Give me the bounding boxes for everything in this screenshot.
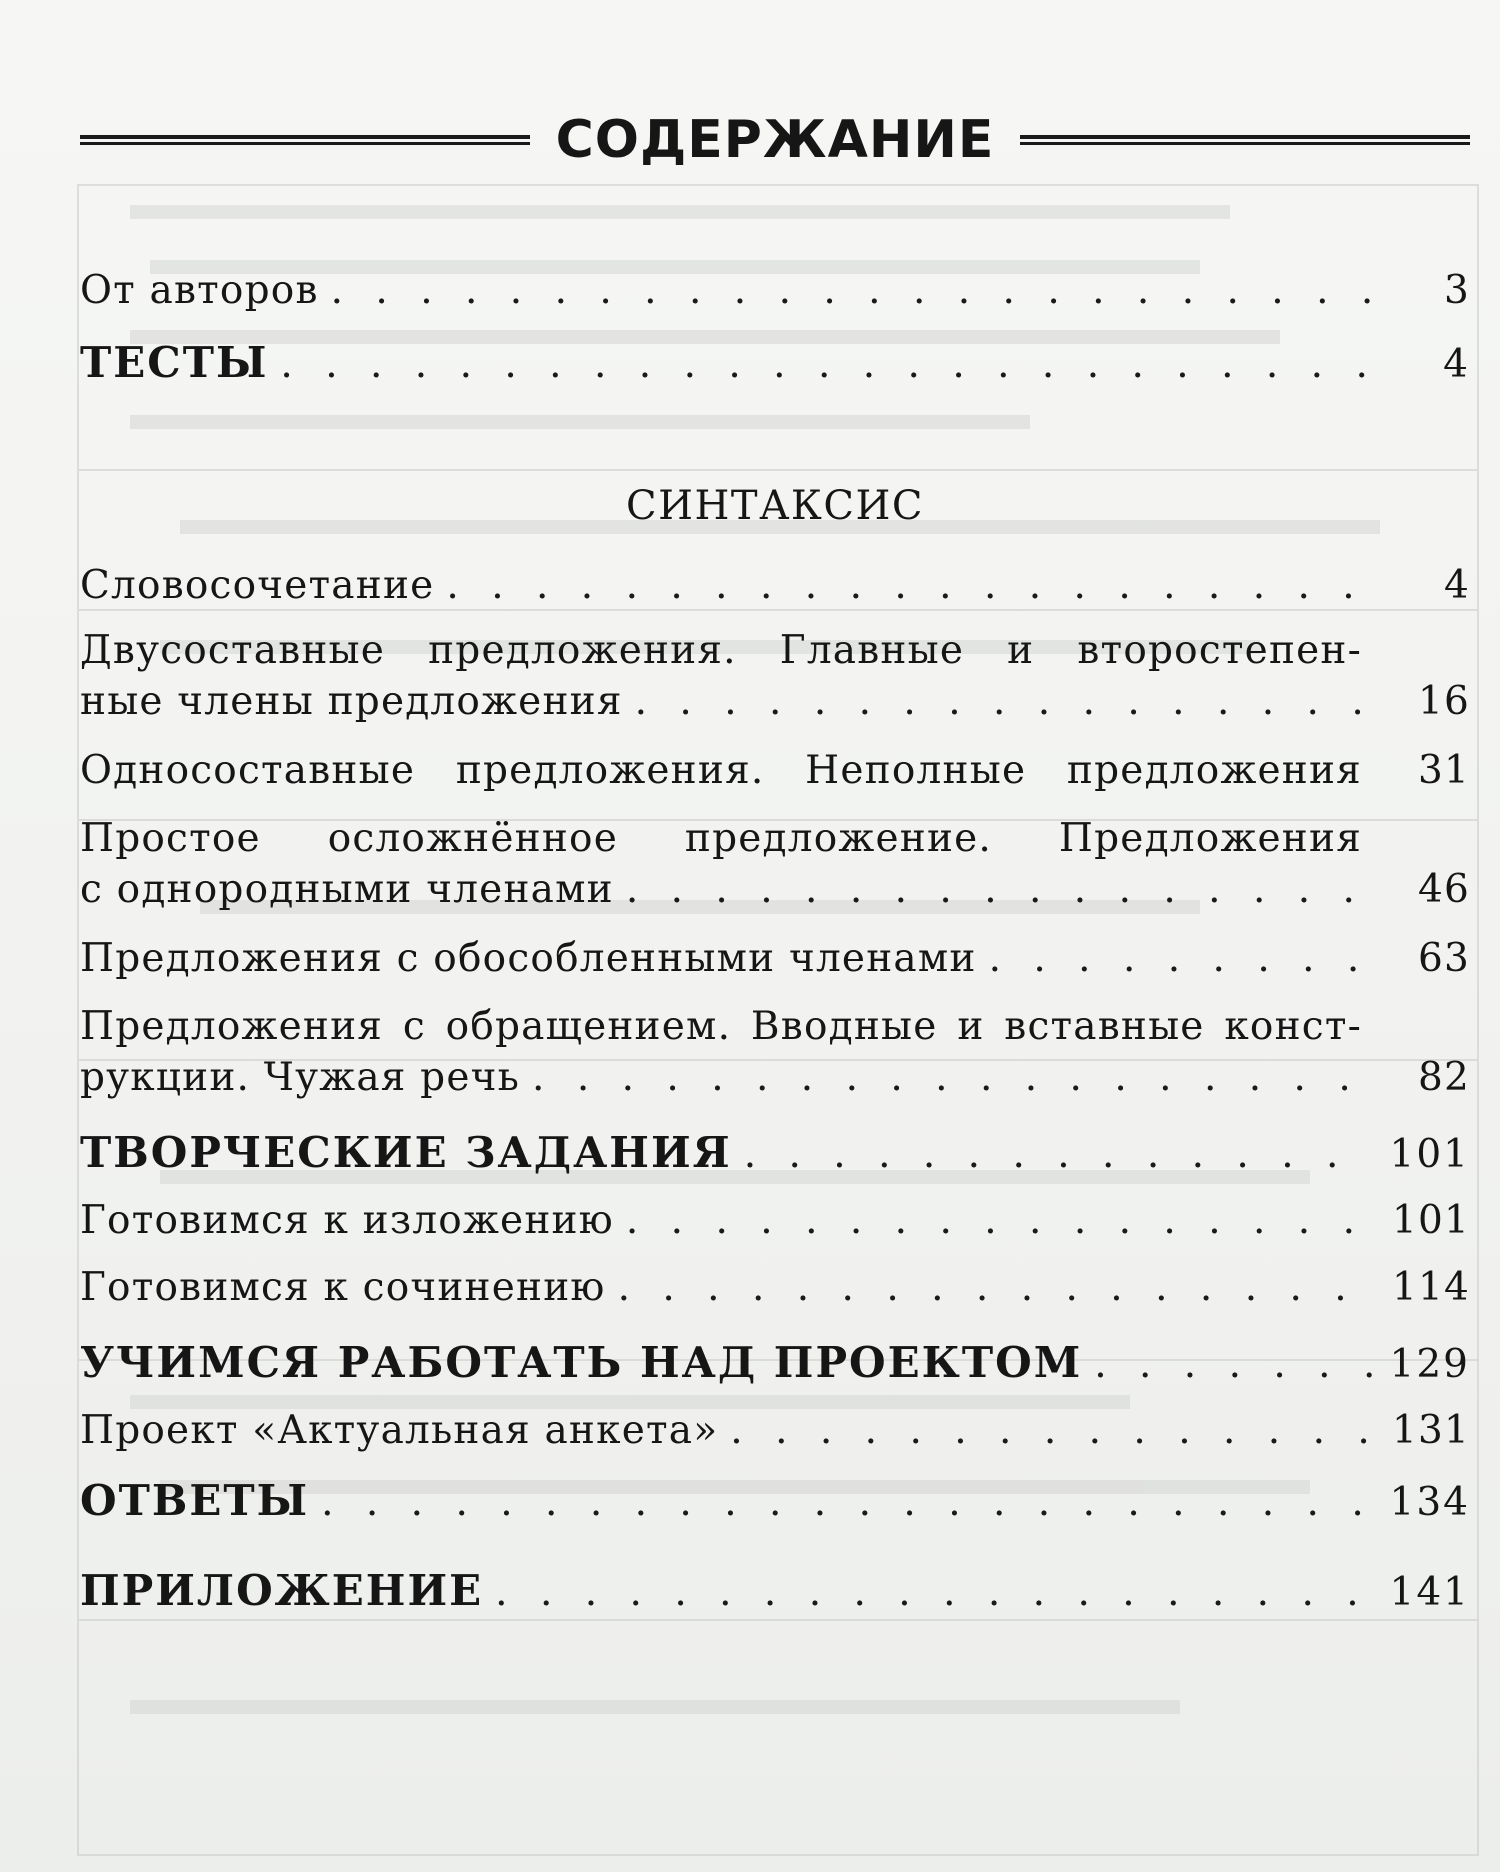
toc-entry-from-authors [80, 268, 1470, 313]
toc-entry-title: Проект «Актуальная анкета» [80, 1408, 719, 1453]
dot-leader [331, 268, 1374, 313]
toc-page-number: 114 [1391, 1265, 1470, 1310]
toc-entry-title: Предложения с обособленными членами [80, 936, 977, 981]
toc-page-number: 31 [1417, 748, 1470, 793]
toc-entry-address-sentences [80, 1004, 1470, 1100]
toc-section-title: ОТВЕТЫ [80, 1476, 310, 1525]
toc-page-number: 101 [1389, 1132, 1470, 1177]
toc-entry-project-work [80, 1338, 1470, 1387]
dot-leader [618, 1265, 1374, 1310]
toc-section-title: ПРИЛОЖЕНИЕ [80, 1566, 484, 1615]
title-left-rule [80, 133, 530, 147]
toc-page-number: 129 [1389, 1342, 1470, 1387]
dot-leader [626, 1198, 1374, 1243]
dot-leader [744, 1132, 1374, 1177]
toc-entry-isolated-members [80, 936, 1470, 981]
toc-page-number: 4 [1443, 563, 1470, 608]
toc-entry-title: Словосочетание [80, 563, 435, 608]
toc-section-title: ТВОРЧЕСКИЕ ЗАДАНИЯ [80, 1128, 732, 1177]
toc-entry-prep-essay [80, 1265, 1470, 1310]
toc-section-title: ТЕСТЫ [80, 338, 269, 387]
toc-entry-title: Готовимся к сочинению [80, 1265, 606, 1310]
toc-page-number: 131 [1391, 1408, 1470, 1453]
toc-page-number: 3 [1443, 268, 1470, 313]
toc-entry-title: Односоставные предложения. Неполные предложения [80, 748, 1362, 793]
dot-leader [730, 1408, 1374, 1453]
toc-entry-appendix [80, 1566, 1470, 1615]
toc-entry-prep-summary [80, 1198, 1470, 1243]
dot-leader [321, 1480, 1373, 1525]
toc-entry-answers [80, 1476, 1470, 1525]
dot-leader [495, 1570, 1373, 1615]
page-title-row [80, 100, 1470, 180]
toc-entry-title: с однородными членами [80, 867, 614, 912]
toc-entry-title: рукции. Чужая речь [80, 1055, 521, 1100]
toc-page-number: 101 [1391, 1198, 1470, 1243]
toc-entry-project-survey [80, 1408, 1470, 1453]
toc-entry-one-part-sentences [80, 748, 1470, 793]
toc-page-number: 134 [1389, 1480, 1470, 1525]
toc-entry-title: ные члены предложения [80, 679, 623, 724]
toc-page-number: 63 [1417, 936, 1470, 981]
page-title: СОДЕРЖАНИЕ [555, 110, 995, 170]
dot-leader [989, 936, 1374, 981]
toc-page-number: 141 [1389, 1570, 1470, 1615]
toc-section-title: УЧИМСЯ РАБОТАТЬ НАД ПРОЕКТОМ [80, 1338, 1083, 1387]
toc-entry-two-part-sentences [80, 628, 1470, 724]
title-right-rule [1020, 133, 1470, 147]
toc-page-number: 4 [1443, 342, 1470, 387]
toc-entry-phrase [80, 563, 1470, 608]
toc-entry-complicated-sentence [80, 816, 1470, 912]
dot-leader [280, 342, 1374, 387]
toc-page-number: 46 [1417, 867, 1470, 912]
toc-entry-title-line1: Простое осложнённое предложение. Предложения [80, 816, 1362, 861]
dot-leader [635, 679, 1374, 724]
toc-page-number: 16 [1417, 679, 1470, 724]
dot-leader [626, 867, 1374, 912]
toc-entry-tests [80, 338, 1470, 387]
toc-entry-title: От авторов [80, 268, 319, 313]
toc-entry-creative-tasks [80, 1128, 1470, 1177]
toc-entry-title-line1: Предложения с обращением. Вводные и вставные конст- [80, 1004, 1362, 1049]
toc-page-number: 82 [1417, 1055, 1470, 1100]
toc-subsection-heading: СИНТАКСИС [626, 483, 924, 529]
dot-leader [446, 563, 1374, 608]
dot-leader [1094, 1342, 1373, 1387]
dot-leader [532, 1055, 1374, 1100]
toc-entry-title: Готовимся к изложению [80, 1198, 614, 1243]
toc-entry-title-line1: Двусоставные предложения. Главные и второстепен- [80, 628, 1362, 673]
